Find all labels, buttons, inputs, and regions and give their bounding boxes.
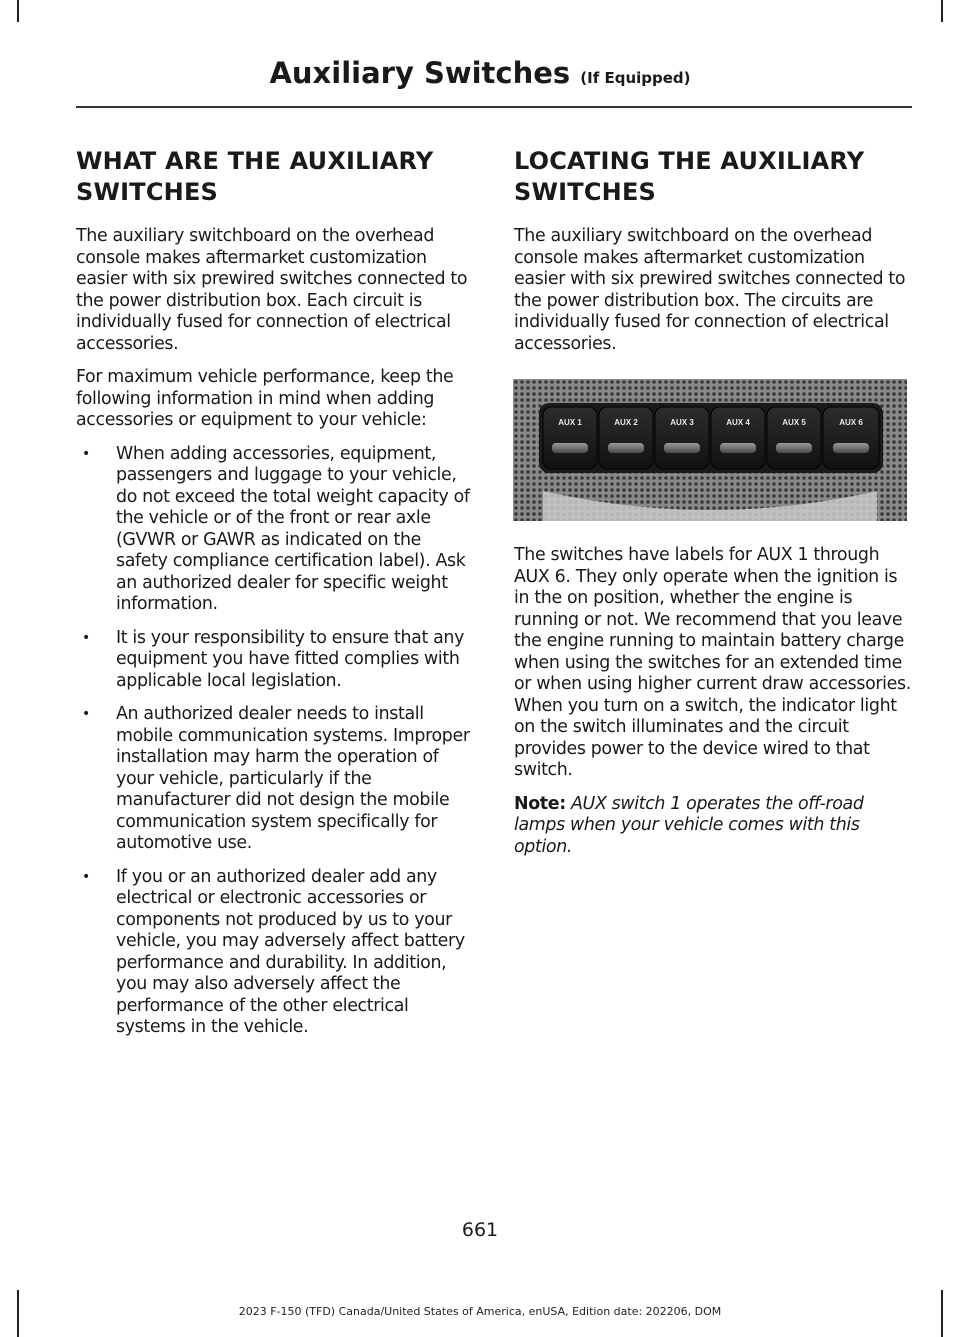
paragraph: The auxiliary switchboard on the overhead console makes aftermarket customization easier with six prewired switches connected to the power distribution box. The circuits are individually fused for connection of electrical accessories. [514,226,906,354]
header-qualifier: (If Equipped) [580,69,691,87]
bullet-list [76,444,474,1039]
right-column [514,146,912,870]
header-title: Auxiliary Switches [269,56,571,90]
list-item: • It is your responsibility to ensure that any equipment you have fitted complies with applicable local legislation. [76,628,474,693]
left-column [76,146,474,1051]
note [514,794,912,859]
list-item: • An authorized dealer needs to install mobile communication systems. Improper installation may harm the operation of your vehicle, particularly if the manufacturer did not design the mobile communication system specifically for automotive use. [76,704,474,855]
svg-text:AUX 6: AUX 6 [839,418,863,427]
paragraph: The switches have labels for AUX 1 through AUX 6. They only operate when the ignition is in the on position, whether the engine is running or not. We recommend that you leave the engine running to maintain battery charge when using the switches for an extended time or when using higher current draw accessories. When you turn on a switch, the indicator light on the switch illuminates and the circuit provides power to the device wired to that switch. [514,545,911,780]
aux-switch-2 [599,407,653,469]
list-item: • If you or an authorized dealer add any electrical or electronic accessories or components not produced by us to your vehicle, you may adversely affect battery performance and durability. In addition, you may also adversely affect the performance of the other electrical systems in the vehicle. [76,867,474,1039]
svg-text:AUX 5: AUX 5 [782,418,806,427]
page-header [0,56,960,90]
crop-mark [17,0,19,22]
paragraph: The auxiliary switchboard on the overhead console makes aftermarket customization easier with six prewired switches connected to the power distribution box. Each circuit is individually fused for connection of electrical accessories. [76,226,468,354]
aux-switch-3 [655,407,709,469]
section-heading: WHAT ARE THE AUXILIARY SWITCHES [76,147,434,206]
note-text: AUX switch 1 operates the off-road lamps when your vehicle comes with this option. [514,793,864,857]
note-label: Note: [514,793,566,814]
paragraph: For maximum vehicle performance, keep the following information in mind when adding accessories or equipment to your vehicle: [76,367,454,430]
aux-switch-6 [823,407,879,469]
aux-switch-1 [543,407,597,469]
svg-text:AUX 2: AUX 2 [614,418,638,427]
section-heading: LOCATING THE AUXILIARY SWITCHES [514,147,865,206]
page-number: 661 [461,1219,499,1241]
aux-switchboard-image [513,379,907,521]
footer: 2023 F-150 (TFD) Canada/United States of America, enUSA, Edition date: 202206, DOM [238,1305,722,1318]
crop-mark [941,0,943,22]
svg-text:AUX 1: AUX 1 [558,418,582,427]
list-item: • When adding accessories, equipment, passengers and luggage to your vehicle, do not exceed the total weight capacity of the vehicle or of the front or rear axle (GVWR or GAWR as indicated on the safety compliance certification label). Ask an authorized dealer for specific weight information. [76,444,474,616]
switch-row [543,407,879,469]
header-rule [76,106,912,108]
svg-text:AUX 4: AUX 4 [726,418,750,427]
aux-switch-5 [767,407,821,469]
switchboard-illustration [513,379,907,521]
aux-switch-4 [711,407,765,469]
svg-text:AUX 3: AUX 3 [670,418,694,427]
